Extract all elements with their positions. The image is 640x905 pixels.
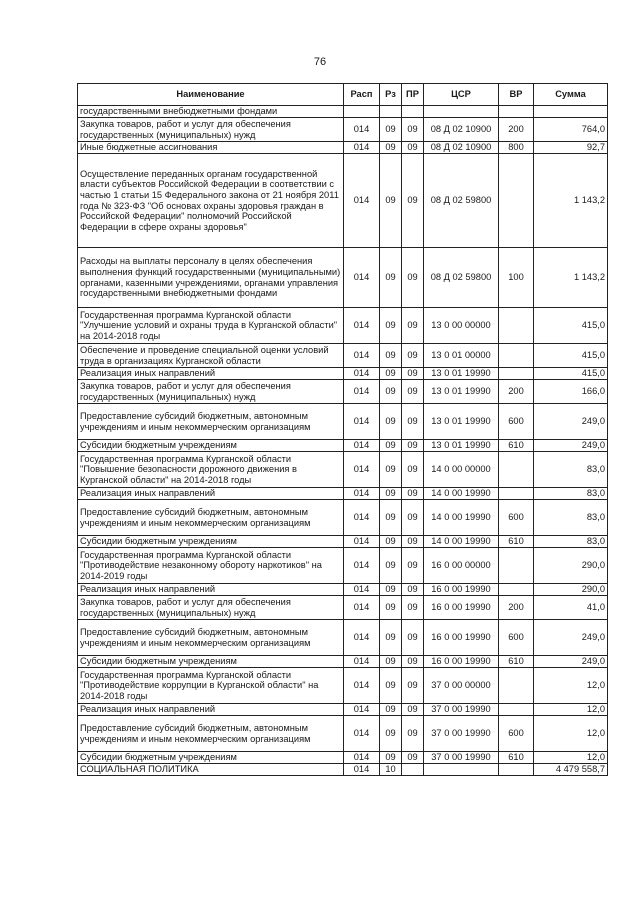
cell-rz: 09 <box>380 620 402 656</box>
cell-rz: 09 <box>380 500 402 536</box>
cell-pr: 09 <box>402 668 424 704</box>
cell-rasp: 014 <box>344 118 380 142</box>
cell-pr: 09 <box>402 440 424 452</box>
cell-vr: 610 <box>499 440 534 452</box>
cell-csr: 37 0 00 00000 <box>424 668 499 704</box>
cell-pr: 09 <box>402 548 424 584</box>
cell-sum: 1 143,2 <box>534 248 608 308</box>
cell-rasp: 014 <box>344 452 380 488</box>
cell-rasp: 014 <box>344 380 380 404</box>
cell-csr: 13 0 01 19990 <box>424 440 499 452</box>
table-row <box>78 536 608 548</box>
col-header-rasp: Расп <box>344 84 380 106</box>
cell-rz: 09 <box>380 154 402 248</box>
cell-sum: 249,0 <box>534 620 608 656</box>
cell-rasp: 014 <box>344 548 380 584</box>
table-row <box>78 500 608 536</box>
cell-vr <box>499 668 534 704</box>
cell-csr: 13 0 01 19990 <box>424 368 499 380</box>
cell-rasp: 014 <box>344 404 380 440</box>
cell-sum: 41,0 <box>534 596 608 620</box>
cell-csr: 16 0 00 19990 <box>424 620 499 656</box>
cell-name: Предоставление субсидий бюджетным, автономным учреждениям и иным некоммерческим организациям <box>78 500 344 536</box>
cell-name: Реализация иных направлений <box>78 704 344 716</box>
cell-vr <box>499 368 534 380</box>
cell-rasp: 014 <box>344 764 380 776</box>
cell-vr <box>499 452 534 488</box>
cell-rasp: 014 <box>344 500 380 536</box>
cell-rasp: 014 <box>344 620 380 656</box>
cell-pr <box>402 106 424 118</box>
cell-name: Осуществление переданных органам государственной власти субъектов Российской Федерации в соответствии с частью 1 статьи 15 Федерального закона от 21 ноября 2011 года № 323-ФЗ "Об основах охраны здоровья граждан в Российской Федерации" полномочий Российской Федерации в сфере охраны здоровья" <box>78 154 344 248</box>
cell-csr: 16 0 00 00000 <box>424 548 499 584</box>
cell-rz: 09 <box>380 716 402 752</box>
cell-pr: 09 <box>402 308 424 344</box>
cell-vr <box>499 584 534 596</box>
cell-name: Предоставление субсидий бюджетным, автономным учреждениям и иным некоммерческим организациям <box>78 620 344 656</box>
cell-sum: 764,0 <box>534 118 608 142</box>
table-header-row <box>78 84 608 106</box>
cell-sum: 415,0 <box>534 344 608 368</box>
cell-rasp: 014 <box>344 536 380 548</box>
cell-vr: 600 <box>499 620 534 656</box>
cell-pr: 09 <box>402 404 424 440</box>
cell-vr: 610 <box>499 752 534 764</box>
cell-csr: 37 0 00 19990 <box>424 704 499 716</box>
cell-csr: 14 0 00 19990 <box>424 536 499 548</box>
cell-vr: 100 <box>499 248 534 308</box>
cell-rasp: 014 <box>344 248 380 308</box>
cell-sum: 166,0 <box>534 380 608 404</box>
cell-pr: 09 <box>402 584 424 596</box>
cell-sum: 249,0 <box>534 656 608 668</box>
cell-csr <box>424 764 499 776</box>
cell-pr: 09 <box>402 154 424 248</box>
cell-vr <box>499 704 534 716</box>
table-row <box>78 596 608 620</box>
table-row <box>78 248 608 308</box>
cell-name: Субсидии бюджетным учреждениям <box>78 752 344 764</box>
cell-vr: 200 <box>499 596 534 620</box>
cell-rz: 10 <box>380 764 402 776</box>
cell-vr <box>499 106 534 118</box>
budget-table <box>77 83 608 776</box>
cell-csr: 08 Д 02 59800 <box>424 248 499 308</box>
cell-rz: 09 <box>380 344 402 368</box>
cell-sum: 249,0 <box>534 440 608 452</box>
cell-vr: 610 <box>499 656 534 668</box>
cell-rasp: 014 <box>344 142 380 154</box>
cell-pr: 09 <box>402 380 424 404</box>
cell-pr: 09 <box>402 488 424 500</box>
cell-pr: 09 <box>402 596 424 620</box>
cell-rz <box>380 106 402 118</box>
table-row <box>78 380 608 404</box>
cell-name: Государственная программа Курганской области "Противодействие коррупции в Курганской области" на 2014-2018 годы <box>78 668 344 704</box>
cell-rasp <box>344 106 380 118</box>
cell-rasp: 014 <box>344 308 380 344</box>
cell-name: Обеспечение и проведение специальной оценки условий труда в организациях Курганской области <box>78 344 344 368</box>
table-row <box>78 716 608 752</box>
cell-rz: 09 <box>380 596 402 620</box>
cell-rz: 09 <box>380 248 402 308</box>
cell-csr: 13 0 01 19990 <box>424 404 499 440</box>
cell-sum: 249,0 <box>534 404 608 440</box>
cell-sum: 12,0 <box>534 716 608 752</box>
table-row <box>78 764 608 776</box>
cell-pr: 09 <box>402 142 424 154</box>
cell-csr: 37 0 00 19990 <box>424 716 499 752</box>
cell-csr: 13 0 01 19990 <box>424 380 499 404</box>
cell-sum: 12,0 <box>534 704 608 716</box>
table-row <box>78 752 608 764</box>
cell-csr: 14 0 00 00000 <box>424 452 499 488</box>
cell-name: Иные бюджетные ассигнования <box>78 142 344 154</box>
cell-rz: 09 <box>380 452 402 488</box>
table-row <box>78 704 608 716</box>
cell-sum: 1 143,2 <box>534 154 608 248</box>
table-row <box>78 440 608 452</box>
cell-rz: 09 <box>380 368 402 380</box>
col-header-vr: ВР <box>499 84 534 106</box>
cell-sum: 12,0 <box>534 752 608 764</box>
cell-rasp: 014 <box>344 752 380 764</box>
cell-rz: 09 <box>380 536 402 548</box>
col-header-sum: Сумма <box>534 84 608 106</box>
cell-sum <box>534 106 608 118</box>
cell-rz: 09 <box>380 668 402 704</box>
cell-rz: 09 <box>380 488 402 500</box>
cell-csr: 08 Д 02 59800 <box>424 154 499 248</box>
cell-csr: 14 0 00 19990 <box>424 488 499 500</box>
cell-name: Реализация иных направлений <box>78 584 344 596</box>
cell-vr: 600 <box>499 404 534 440</box>
cell-sum: 92,7 <box>534 142 608 154</box>
cell-name: Закупка товаров, работ и услуг для обеспечения государственных (муниципальных) нужд <box>78 118 344 142</box>
cell-pr <box>402 764 424 776</box>
cell-name: Реализация иных направлений <box>78 488 344 500</box>
cell-pr: 09 <box>402 248 424 308</box>
cell-rasp: 014 <box>344 716 380 752</box>
cell-name: Предоставление субсидий бюджетным, автономным учреждениям и иным некоммерческим организациям <box>78 404 344 440</box>
cell-pr: 09 <box>402 118 424 142</box>
cell-name: Расходы на выплаты персоналу в целях обеспечения выполнения функций государственными (муниципальными) органами, казенными учреждениями, органами управления государственными внебюджетными фондами <box>78 248 344 308</box>
cell-sum: 83,0 <box>534 488 608 500</box>
cell-rasp: 014 <box>344 488 380 500</box>
cell-csr: 13 0 01 00000 <box>424 344 499 368</box>
col-header-pr: ПР <box>402 84 424 106</box>
table-row <box>78 404 608 440</box>
cell-name: Субсидии бюджетным учреждениям <box>78 656 344 668</box>
page-number: 76 <box>313 56 327 68</box>
cell-rz: 09 <box>380 142 402 154</box>
cell-name: Субсидии бюджетным учреждениям <box>78 440 344 452</box>
cell-rz: 09 <box>380 404 402 440</box>
cell-vr <box>499 488 534 500</box>
cell-vr: 600 <box>499 500 534 536</box>
cell-csr: 37 0 00 19990 <box>424 752 499 764</box>
cell-pr: 09 <box>402 536 424 548</box>
table-row <box>78 308 608 344</box>
table-row <box>78 488 608 500</box>
table-row <box>78 668 608 704</box>
cell-sum: 4 479 558,7 <box>534 764 608 776</box>
cell-csr: 16 0 00 19990 <box>424 596 499 620</box>
cell-vr <box>499 764 534 776</box>
cell-rz: 09 <box>380 584 402 596</box>
cell-rz: 09 <box>380 704 402 716</box>
cell-sum: 83,0 <box>534 500 608 536</box>
cell-csr: 13 0 00 00000 <box>424 308 499 344</box>
table-row <box>78 118 608 142</box>
table-row <box>78 344 608 368</box>
table-row <box>78 656 608 668</box>
cell-name: государственными внебюджетными фондами <box>78 106 344 118</box>
cell-csr: 08 Д 02 10900 <box>424 118 499 142</box>
cell-name: Предоставление субсидий бюджетным, автономным учреждениям и иным некоммерческим организациям <box>78 716 344 752</box>
cell-sum: 290,0 <box>534 548 608 584</box>
table-row <box>78 142 608 154</box>
cell-name: Закупка товаров, работ и услуг для обеспечения государственных (муниципальных) нужд <box>78 380 344 404</box>
table-row <box>78 584 608 596</box>
table-row <box>78 368 608 380</box>
cell-sum: 415,0 <box>534 308 608 344</box>
cell-csr: 14 0 00 19990 <box>424 500 499 536</box>
cell-vr: 800 <box>499 142 534 154</box>
cell-name: СОЦИАЛЬНАЯ ПОЛИТИКА <box>78 764 344 776</box>
cell-rasp: 014 <box>344 344 380 368</box>
cell-csr: 16 0 00 19990 <box>424 584 499 596</box>
cell-name: Государственная программа Курганской области "Повышение безопасности дорожного движения в Курганской области" на 2014-2018 годы <box>78 452 344 488</box>
table-row <box>78 154 608 248</box>
cell-sum: 83,0 <box>534 536 608 548</box>
cell-csr: 08 Д 02 10900 <box>424 142 499 154</box>
cell-rz: 09 <box>380 308 402 344</box>
cell-rz: 09 <box>380 656 402 668</box>
table-row <box>78 620 608 656</box>
cell-pr: 09 <box>402 752 424 764</box>
table-row <box>78 452 608 488</box>
col-header-csr: ЦСР <box>424 84 499 106</box>
col-header-rz: Рз <box>380 84 402 106</box>
table-body <box>78 106 608 776</box>
cell-rz: 09 <box>380 380 402 404</box>
cell-rz: 09 <box>380 752 402 764</box>
cell-rasp: 014 <box>344 368 380 380</box>
cell-sum: 415,0 <box>534 368 608 380</box>
cell-pr: 09 <box>402 368 424 380</box>
cell-rz: 09 <box>380 118 402 142</box>
cell-pr: 09 <box>402 716 424 752</box>
cell-vr: 200 <box>499 380 534 404</box>
cell-rz: 09 <box>380 548 402 584</box>
cell-rasp: 014 <box>344 668 380 704</box>
cell-csr: 16 0 00 19990 <box>424 656 499 668</box>
cell-sum: 12,0 <box>534 668 608 704</box>
cell-rasp: 014 <box>344 584 380 596</box>
table-row <box>78 548 608 584</box>
cell-name: Государственная программа Курганской области "Противодействие незаконному обороту наркотиков" на 2014-2019 годы <box>78 548 344 584</box>
cell-rz: 09 <box>380 440 402 452</box>
cell-vr <box>499 548 534 584</box>
cell-pr: 09 <box>402 620 424 656</box>
cell-vr <box>499 308 534 344</box>
cell-rasp: 014 <box>344 440 380 452</box>
cell-rasp: 014 <box>344 656 380 668</box>
cell-vr: 600 <box>499 716 534 752</box>
cell-vr <box>499 344 534 368</box>
col-header-name: Наименование <box>78 84 344 106</box>
cell-name: Субсидии бюджетным учреждениям <box>78 536 344 548</box>
cell-name: Закупка товаров, работ и услуг для обеспечения государственных (муниципальных) нужд <box>78 596 344 620</box>
cell-pr: 09 <box>402 704 424 716</box>
cell-pr: 09 <box>402 500 424 536</box>
cell-csr <box>424 106 499 118</box>
cell-sum: 290,0 <box>534 584 608 596</box>
cell-pr: 09 <box>402 344 424 368</box>
cell-name: Реализация иных направлений <box>78 368 344 380</box>
cell-name: Государственная программа Курганской области "Улучшение условий и охраны труда в Курганской области" на 2014-2018 годы <box>78 308 344 344</box>
cell-rasp: 014 <box>344 704 380 716</box>
cell-rasp: 014 <box>344 596 380 620</box>
cell-vr <box>499 154 534 248</box>
cell-pr: 09 <box>402 656 424 668</box>
cell-vr: 610 <box>499 536 534 548</box>
cell-sum: 83,0 <box>534 452 608 488</box>
cell-pr: 09 <box>402 452 424 488</box>
table-row <box>78 106 608 118</box>
cell-vr: 200 <box>499 118 534 142</box>
cell-rasp: 014 <box>344 154 380 248</box>
